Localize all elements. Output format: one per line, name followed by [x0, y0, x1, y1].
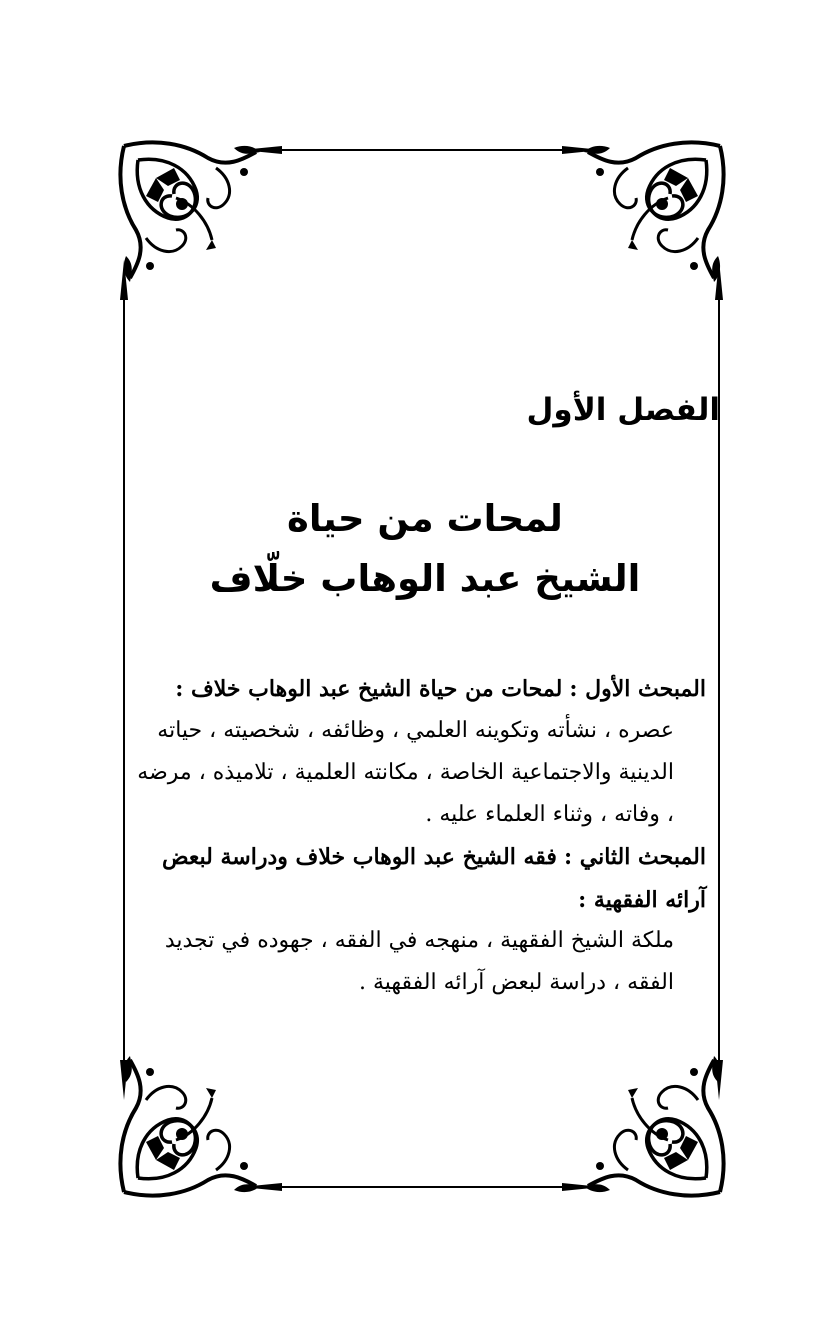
section-title: لمحات من حياة الشيخ عبد الوهاب خلاف :	[175, 676, 563, 702]
section-description: عصره ، نشأته وتكوينه العلمي ، وظائفه ، شخصيته ، حياته الدينية والاجتماعية الخاصة ، مكانته العلمية ، تلاميذه ، مرضه ، وفاته ، وثناء العلماء عليه .	[137, 718, 674, 827]
page-title-line-2: الشيخ عبد الوهاب خلّاف	[209, 557, 641, 600]
section-heading	[126, 668, 706, 711]
section-label: المبحث الثاني :	[563, 844, 706, 870]
section-description: ملكة الشيخ الفقهية ، منهجه في الفقه ، جهوده في تجديد الفقه ، دراسة لبعض آرائه الفقهية .	[164, 928, 674, 995]
section-label: المبحث الأول :	[569, 676, 706, 702]
chapter-heading: الفصل الأول	[526, 392, 720, 428]
page-title-line-1: لمحات من حياة	[287, 497, 563, 540]
section-heading	[126, 836, 706, 922]
section-title: فقه الشيخ عبد الوهاب خلاف ودراسة لبعض آرائه الفقهية :	[161, 844, 706, 913]
